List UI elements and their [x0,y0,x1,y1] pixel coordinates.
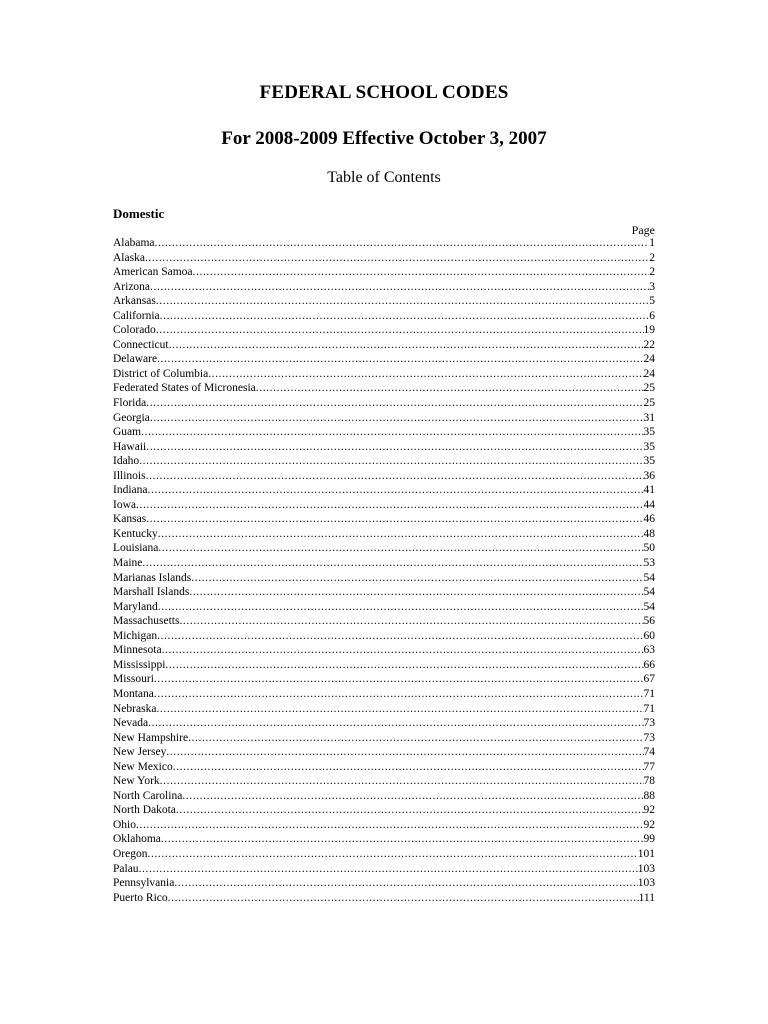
toc-entry-name: Indiana [113,484,148,497]
toc-entry-page: 54 [643,586,655,599]
toc-leader-dots [142,556,643,571]
toc-entry-name: Iowa [113,498,136,511]
toc-entry-page: 111 [638,891,655,904]
toc-entry [113,396,655,411]
toc-entry [113,614,655,629]
toc-entry-name: Arizona [113,280,151,293]
toc-entry-page: 36 [643,469,655,482]
toc-list [113,236,655,905]
toc-leader-dots [208,367,643,382]
toc-entry [113,702,655,717]
toc-entry-name: Pennsylvania [113,877,175,890]
toc-entry-name: Illinois [113,469,146,482]
toc-entry-page: 101 [637,847,655,860]
toc-leader-dots [193,265,650,280]
toc-entry [113,556,655,571]
toc-entry [113,541,655,556]
toc-entry-page: 35 [643,455,655,468]
toc-entry-name: Ohio [113,818,136,831]
toc-entry-page: 48 [643,527,655,540]
toc-entry-name: California [113,309,160,322]
toc-entry-page: 44 [643,498,655,511]
toc-entry-name: Louisiana [113,542,159,555]
toc-entry-name: Guam [113,426,142,439]
toc-entry-name: Federated States of Micronesia [113,382,256,395]
toc-entry [113,585,655,600]
toc-entry-name: Kansas [113,513,147,526]
toc-leader-dots [150,411,644,426]
toc-entry-page: 99 [643,833,655,846]
toc-entry [113,832,655,847]
toc-entry-page: 2 [649,266,655,279]
document-title: FEDERAL SCHOOL CODES [259,82,509,103]
toc-entry-name: American Samoa [113,266,193,279]
toc-entry-name: North Dakota [113,804,176,817]
toc-entry [113,527,655,542]
toc-entry [113,876,655,891]
toc-entry-page: 54 [643,600,655,613]
toc-entry [113,891,655,906]
toc-entry-name: Alabama [113,237,155,249]
toc-entry-name: Idaho [113,455,140,468]
toc-entry-page: 103 [637,877,655,890]
toc-entry-name: Georgia [113,411,150,424]
toc-entry-name: Colorado [113,324,156,337]
toc-leader-dots [156,702,643,717]
toc-leader-dots [146,512,643,527]
toc-entry [113,789,655,804]
toc-entry-page: 66 [643,658,655,671]
toc-entry-page: 2 [649,251,655,264]
toc-entry-page: 25 [643,397,655,410]
toc-entry-page: 71 [643,702,655,715]
toc-leader-dots [176,803,644,818]
toc-entry [113,498,655,513]
toc-entry [113,280,655,295]
page-column-label: Page [631,223,655,237]
toc-entry-name: Puerto Rico [113,891,168,904]
toc-leader-dots [158,527,644,542]
toc-entry-page: 35 [643,440,655,453]
toc-entry [113,862,655,877]
toc-entry-name: Alaska [113,251,145,264]
toc-leader-dots [168,891,639,906]
toc-entry-name: Marianas Islands [113,571,192,584]
toc-entry-page: 24 [643,367,655,380]
toc-entry [113,658,655,673]
toc-entry-name: New York [113,775,160,788]
toc-leader-dots [173,760,644,775]
toc-leader-dots [158,600,644,615]
toc-leader-dots [179,614,643,629]
toc-entry-page: 56 [643,615,655,628]
toc-entry-page: 50 [643,542,655,555]
toc-entry-name: New Hampshire [113,731,189,744]
toc-entry [113,381,655,396]
toc-entry-name: New Mexico [113,760,173,773]
toc-entry-name: Minnesota [113,644,162,657]
toc-entry-name: Palau [113,862,139,875]
toc-entry-name: Massachusetts [113,615,180,628]
toc-entry [113,483,655,498]
toc-entry-name: Nevada [113,717,149,730]
toc-entry [113,352,655,367]
toc-entry [113,440,655,455]
toc-entry [113,643,655,658]
toc-entry [113,425,655,440]
toc-entry [113,687,655,702]
toc-entry-name: Maine [113,557,143,570]
toc-entry-page: 103 [637,862,655,875]
toc-heading: Table of Contents [327,169,441,186]
toc-leader-dots [139,454,643,469]
toc-entry-page: 3 [649,280,655,293]
toc-entry-page: 24 [643,353,655,366]
toc-entry-name: Marshall Islands [113,586,190,599]
toc-leader-dots [136,818,644,833]
toc-entry-name: North Carolina [113,789,183,802]
toc-entry-name: District of Columbia [113,367,209,380]
toc-entry [113,672,655,687]
toc-entry-name: Mississippi [113,658,166,671]
toc-entry-page: 54 [643,571,655,584]
toc-entry [113,818,655,833]
toc-entry [113,251,655,266]
toc-leader-dots [189,585,643,600]
toc-entry [113,469,655,484]
toc-leader-dots [147,483,643,498]
toc-entry [113,774,655,789]
toc-entry-page: 74 [643,746,655,759]
toc-entry-page: 78 [643,775,655,788]
toc-entry-name: Connecticut [113,338,169,351]
toc-leader-dots [174,876,637,891]
toc-leader-dots [146,469,644,484]
toc-leader-dots [154,672,644,687]
document-subtitle: For 2008-2009 Effective October 3, 2007 [221,128,547,149]
toc-entry-name: Nebraska [113,702,157,715]
toc-entry-page: 67 [643,673,655,686]
toc-entry [113,803,655,818]
toc-entry [113,731,655,746]
toc-entry-name: New Jersey [113,746,167,759]
toc-entry-page: 92 [643,818,655,831]
toc-entry-name: Missouri [113,673,154,686]
toc-entry [113,745,655,760]
toc-leader-dots [157,629,643,644]
toc-entry [113,716,655,731]
toc-entry-name: Delaware [113,353,158,366]
toc-entry-name: Oklahoma [113,833,161,846]
toc-leader-dots [136,498,644,513]
toc-entry-page: 22 [643,338,655,351]
toc-entry-page: 63 [643,644,655,657]
toc-leader-dots [148,847,638,862]
toc-leader-dots [150,280,649,295]
section-heading-domestic: Domestic [113,206,165,221]
toc-leader-dots [188,731,643,746]
toc-leader-dots [156,294,649,309]
toc-entry-page: 31 [643,411,655,424]
toc-leader-dots [158,541,643,556]
toc-entry-page: 53 [643,557,655,570]
toc-leader-dots [155,236,650,251]
toc-entry-page: 6 [649,309,655,322]
toc-entry-page: 73 [643,731,655,744]
toc-leader-dots [166,745,643,760]
toc-entry [113,236,655,251]
toc-leader-dots [160,309,650,324]
toc-entry-page: 46 [643,513,655,526]
toc-entry-name: Arkansas [113,295,156,308]
toc-entry-name: Montana [113,687,154,700]
toc-entry-page: 77 [643,760,655,773]
toc-leader-dots [146,396,643,411]
toc-leader-dots [139,862,638,877]
toc-entry [113,760,655,775]
toc-leader-dots [154,687,644,702]
toc-entry-name: Kentucky [113,527,158,540]
toc-leader-dots [148,716,643,731]
toc-entry [113,454,655,469]
toc-leader-dots [146,440,643,455]
toc-leader-dots [161,832,644,847]
toc-entry-page: 73 [643,717,655,730]
toc-entry [113,847,655,862]
toc-leader-dots [157,352,643,367]
toc-entry-page: 5 [649,295,655,308]
toc-leader-dots [256,381,644,396]
toc-entry [113,367,655,382]
toc-leader-dots [156,323,644,338]
toc-entry-page: 19 [643,324,655,337]
toc-entry [113,294,655,309]
toc-entry [113,600,655,615]
toc-leader-dots [191,571,643,586]
toc-entry-page: 60 [643,629,655,642]
toc-entry-page: 25 [643,382,655,395]
toc-entry [113,338,655,353]
toc-entry [113,309,655,324]
toc-entry-name: Hawaii [113,440,147,453]
toc-leader-dots [141,425,643,440]
toc-entry [113,629,655,644]
toc-entry-name: Maryland [113,600,158,613]
toc-entry-name: Florida [113,397,147,410]
toc-entry-page: 88 [643,789,655,802]
toc-entry-name: Oregon [113,847,148,860]
toc-entry-page: 41 [643,484,655,497]
toc-leader-dots [160,774,644,789]
toc-entry-page: 1 [649,237,655,249]
toc-entry-page: 71 [643,687,655,700]
toc-entry [113,571,655,586]
toc-entry [113,411,655,426]
toc-entry [113,265,655,280]
toc-leader-dots [169,338,644,353]
toc-entry-name: Michigan [113,629,158,642]
toc-leader-dots [182,789,643,804]
toc-entry [113,323,655,338]
toc-leader-dots [145,251,649,266]
toc-leader-dots [165,658,643,673]
toc-entry-page: 35 [643,426,655,439]
toc-entry [113,512,655,527]
toc-entry-page: 92 [643,804,655,817]
toc-leader-dots [162,643,644,658]
